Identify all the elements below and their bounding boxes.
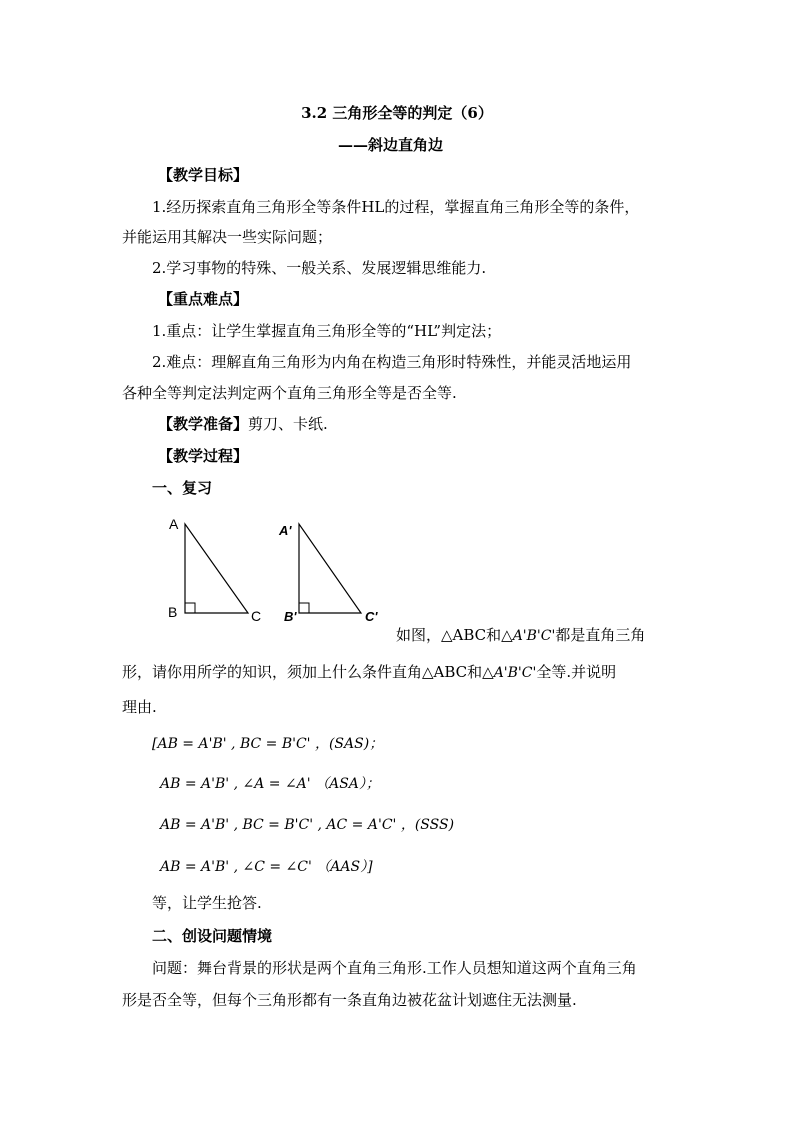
- objective-1-line-2: 并能运用其解决一些实际问题；: [122, 228, 333, 246]
- question-end: 全等.并说明: [536, 663, 617, 681]
- vertex-label-b-prime: B': [284, 609, 297, 624]
- scenario-heading: 二、创设问题情境: [152, 927, 273, 945]
- condition-aas: AB = A'B' , ∠C = ∠C' （AAS）]: [160, 859, 373, 875]
- key-point-1: 1.重点：让学生掌握直角三角形全等的“HL”判定法；: [152, 322, 502, 340]
- preparation-heading: 【教学准备】: [158, 415, 249, 433]
- triangle-a-prime-shape: [299, 524, 361, 613]
- objective-1-line-1: 1.经历探索直角三角形全等条件HL的过程，掌握直角三角形全等的条件，: [152, 198, 640, 216]
- vertex-label-a: A: [169, 516, 179, 532]
- key-point-2-line-2: 各种全等判定法判定两个直角三角形全等是否全等.: [122, 384, 457, 402]
- figure-intro: [396, 625, 645, 646]
- condition-sss: AB = A'B' , BC = B'C' , AC = A'C' ，(SSS): [160, 817, 455, 833]
- figure-intro-text: 如图，△ABC和△: [396, 626, 513, 644]
- condition-sas: [AB = A'B' , BC = B'C' ，(SAS)；: [152, 736, 384, 752]
- question-math: A'B'C': [493, 665, 537, 681]
- vertex-label-b: B: [168, 604, 178, 620]
- problem-line-2: 形是否全等，但每个三角形都有一条直角边被花盆计划遮住无法测量.: [122, 991, 577, 1009]
- process-heading: 【教学过程】: [158, 447, 249, 465]
- key-points-heading: 【重点难点】: [158, 290, 249, 308]
- objective-2: 2.学习事物的特殊、一般关系、发展逻辑思维能力.: [152, 259, 487, 277]
- right-angle-mark-b-prime: [299, 603, 309, 613]
- figure-intro-math: A'B'C': [512, 628, 556, 644]
- vertex-label-c-prime: C': [365, 609, 378, 624]
- figure-intro-end: 都是直角三角: [555, 626, 646, 644]
- triangle-abc-shape: [185, 524, 248, 613]
- preparation-text: 剪刀、卡纸.: [248, 415, 328, 433]
- vertex-label-a-prime: A': [279, 523, 292, 538]
- preparation-line: [158, 414, 328, 434]
- triangle-abc: [168, 516, 261, 624]
- page-subtitle: ——斜边直角边: [338, 136, 444, 154]
- question-line-1: [122, 662, 616, 683]
- problem-line-1: 问题：舞台背景的形状是两个直角三角形.工作人员想知道这两个直角三角: [152, 959, 637, 977]
- triangles-figure: [160, 510, 400, 630]
- objectives-heading: 【教学目标】: [158, 166, 249, 184]
- answer-note: 等，让学生抢答.: [152, 894, 262, 912]
- review-heading: 一、复习: [152, 479, 213, 497]
- condition-asa: AB = A'B' , ∠A = ∠A' （ASA）；: [160, 776, 380, 792]
- question-line-2: 理由.: [122, 698, 157, 716]
- page-title: 3.2 三角形全等的判定（6）: [301, 104, 493, 122]
- right-angle-mark-b: [185, 603, 195, 613]
- vertex-label-c: C: [251, 608, 262, 624]
- triangle-a-prime-b-prime-c-prime: [278, 523, 378, 624]
- key-point-2-line-1: 2.难点：理解直角三角形为内角在构造三角形时特殊性，并能灵活地运用: [152, 353, 632, 371]
- question-text: 形，请你用所学的知识，须加上什么条件直角△ABC和△: [122, 663, 494, 681]
